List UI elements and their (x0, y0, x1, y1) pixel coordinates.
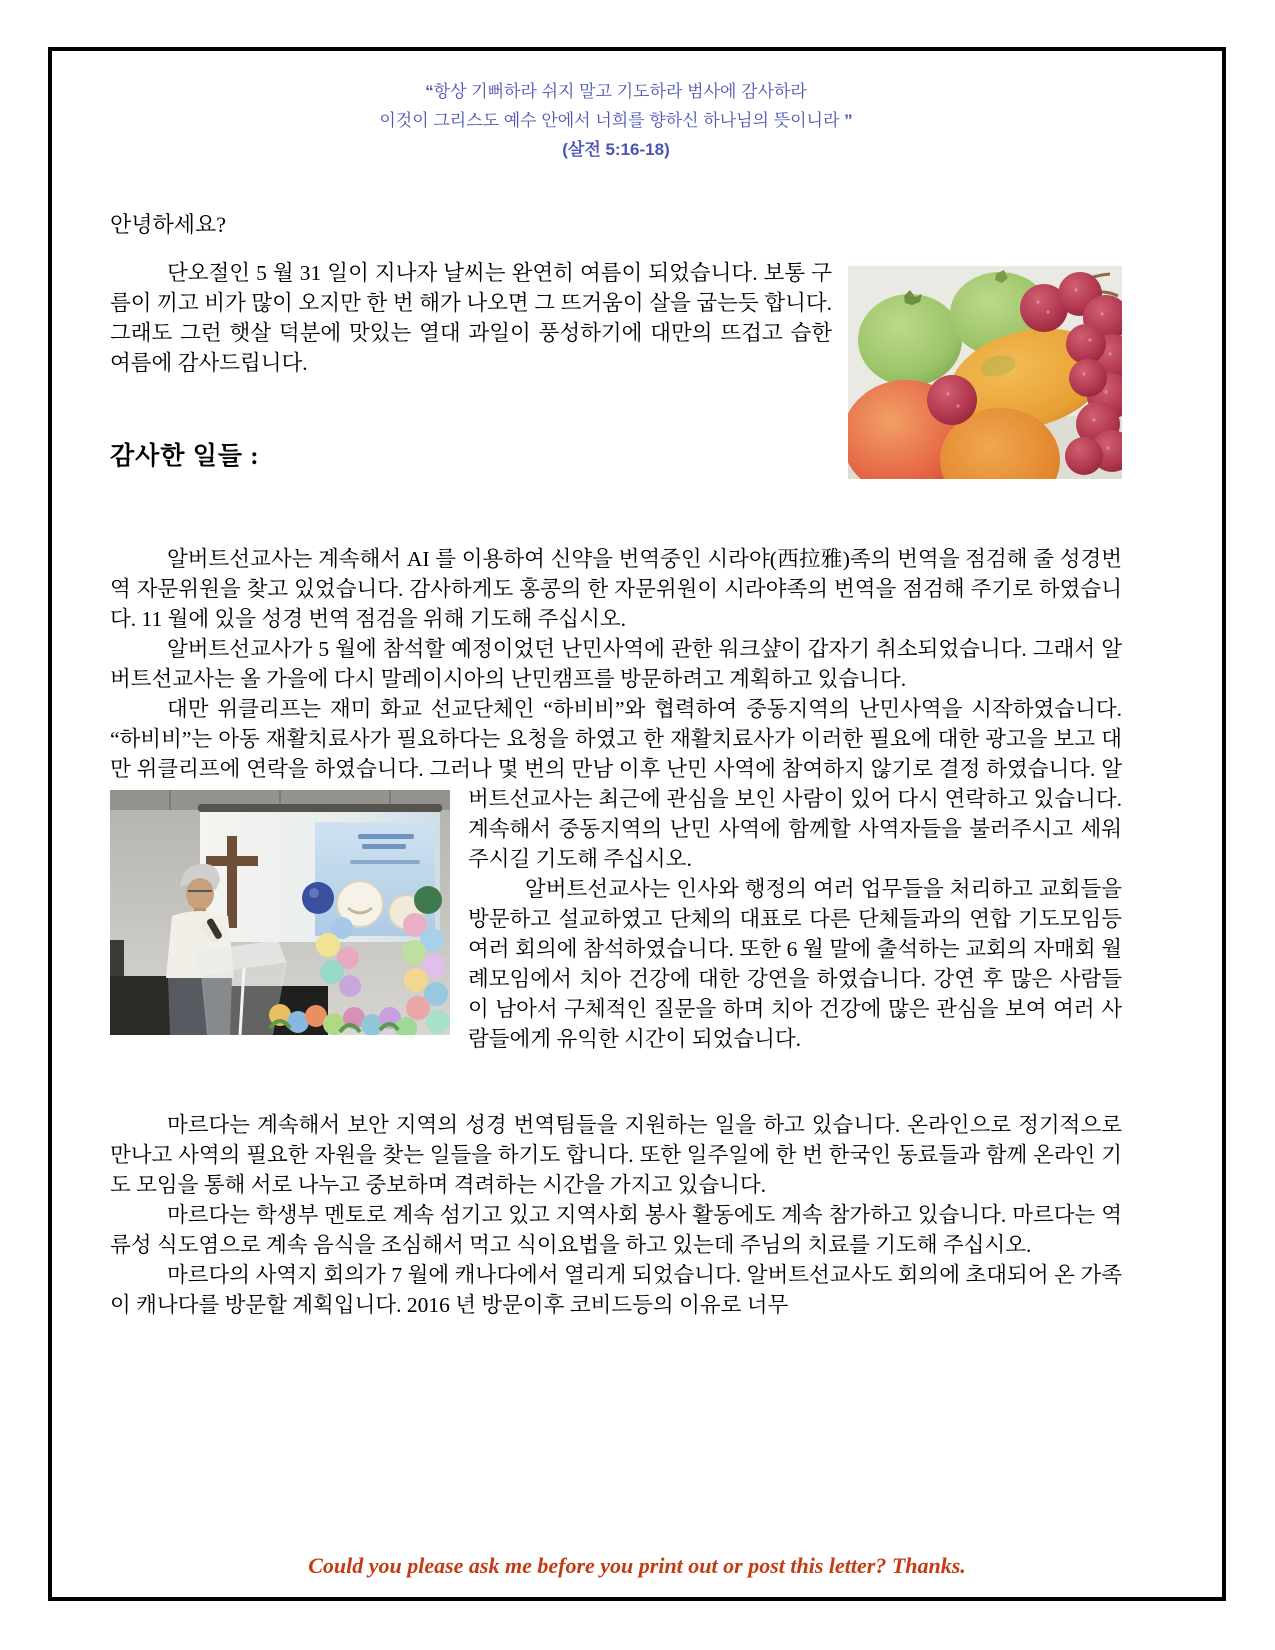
quote-reference: (살전 5:16-18) (562, 140, 670, 159)
body-paragraph-thanks-2: 알버트선교사가 5 월에 참석할 예정이었던 난민사역에 관한 워크샾이 갑자기 취소되었습니다. 그래서 알버트선교사는 올 가을에 다시 말레이시아의 난민캠프를 방문하려고 계획하고 있습니다. (110, 637, 1122, 691)
letter-content (110, 51, 1122, 1320)
thanks-3-text-after: 있어 다시 연락하고 있습니다. 계속해서 중동지역의 난민 사역에 함께할 사역자들을 불러주시고 세워주시길 기도해 주십시오. (468, 787, 1123, 871)
body-paragraph-thanks-1: 알버트선교사는 계속해서 AI 를 이용하여 신약을 번역중인 시라야(西拉雅)족의 번역을 점검해 줄 성경번역 자문위원을 찾고 있었습니다. 감사하게도 홍콩의 한 자문위원이 시라야족의 번역을 점검해 주기로 하였습니다. 11 월에 있을 성경 번역 점검을 위해 기도해 주십시오. (110, 547, 1122, 631)
bible-verse-quote (110, 77, 1122, 164)
body-paragraph-martha-3: 마르다의 사역지 회의가 7 월에 캐나다에서 열리게 되었습니다. 알버트선교사도 회의에 초대되어 온 가족이 캐나다를 방문할 계획입니다. 2016 년 방문이후 코비드등의 이유로 너무 (110, 1263, 1122, 1317)
intro-paragraph: 단오절인 5 월 31 일이 지나자 날씨는 완연히 여름이 되었습니다. 보통 구름이 끼고 비가 많이 오지만 한 번 해가 나오면 그 뜨거움이 살을 굽는듯 합니다. 그래도 그런 햇살 덕분에 맛있는 열대 과일이 풍성하기에 대만의 뜨겁고 습한 여름에 감사드립니다. (110, 258, 1122, 378)
greeting-text: 안녕하세요? (110, 212, 227, 237)
quote-line-1: “항상 기뻐하라 쉬지 말고 기도하라 범사에 감사하라 (425, 82, 807, 101)
tropical-fruits-photo (848, 266, 1122, 479)
footer-privacy-note: Could you please ask me before you print out or post this letter? Thanks. (308, 1553, 966, 1578)
speaker-presentation-photo (110, 790, 450, 1035)
section-heading: 감사한 일들 : (110, 443, 260, 470)
body-paragraph-martha-2: 마르다는 학생부 멘토로 계속 섬기고 있고 지역사회 봉사 활동에도 계속 참가하고 있습니다. 마르다는 역류성 식도염으로 계속 음식을 조심해서 먹고 식이요법을 하고 있는데 주님의 치료를 기도해 주십시오. (110, 1203, 1122, 1257)
body-paragraph-martha-1: 마르다는 계속해서 보안 지역의 성경 번역팀들을 지원하는 일을 하고 있습니다. 온라인으로 정기적으로 만나고 사역의 필요한 자원을 찾는 일들을 하기도 합니다. 또한 일주일에 한 번 한국인 동료들과 함께 온라인 기도 모임을 통해 서로 나누고 중보하며 격려하는 시간을 가지고 있습니다. (110, 1113, 1122, 1197)
quote-line-2: 이것이 그리스도 예수 안에서 너희를 향하신 하나님의 뜻이니라 ” (379, 111, 853, 130)
body-paragraph-thanks-3 (110, 694, 1122, 874)
thanks-3-text-before: 대만 위클리프는 재미 화교 선교단체인 “하비비”와 협력하여 중동지역의 난민사역을 시작하였습니다. “하비비”는 아동 재활치료사가 필요하다는 요청을 하였고 한 재활치료사가 이러한 필요에 대한 광고을 보고 대만 위클리프에 연락을 하였습니다. 그러나 몇 번의 만남 이후 난민 사역에 참여하지 않기로 결정 하였습니다. 알버트선교사는 최근에 관심을 보인 사람이 (110, 697, 1122, 811)
body-paragraph-thanks-4: 알버트선교사는 인사와 행정의 여러 업무들을 처리하고 교회들을 방문하고 설교하였고 단체의 대표로 다른 단체들과의 연합 기도모임등 여러 회의에 참석하였습니다. 또한 6 월 말에 출석하는 교회의 자매회 월례모임에서 치아 건강에 대한 강연을 하였습니다. 강연 후 많은 사람들이 남아서 구체적인 질문을 하며 치아 건강에 많은 관심을 보여 여러 사람들에게 유익한 시간이 되었습니다. (468, 877, 1122, 1051)
page-border-frame (48, 47, 1226, 1601)
